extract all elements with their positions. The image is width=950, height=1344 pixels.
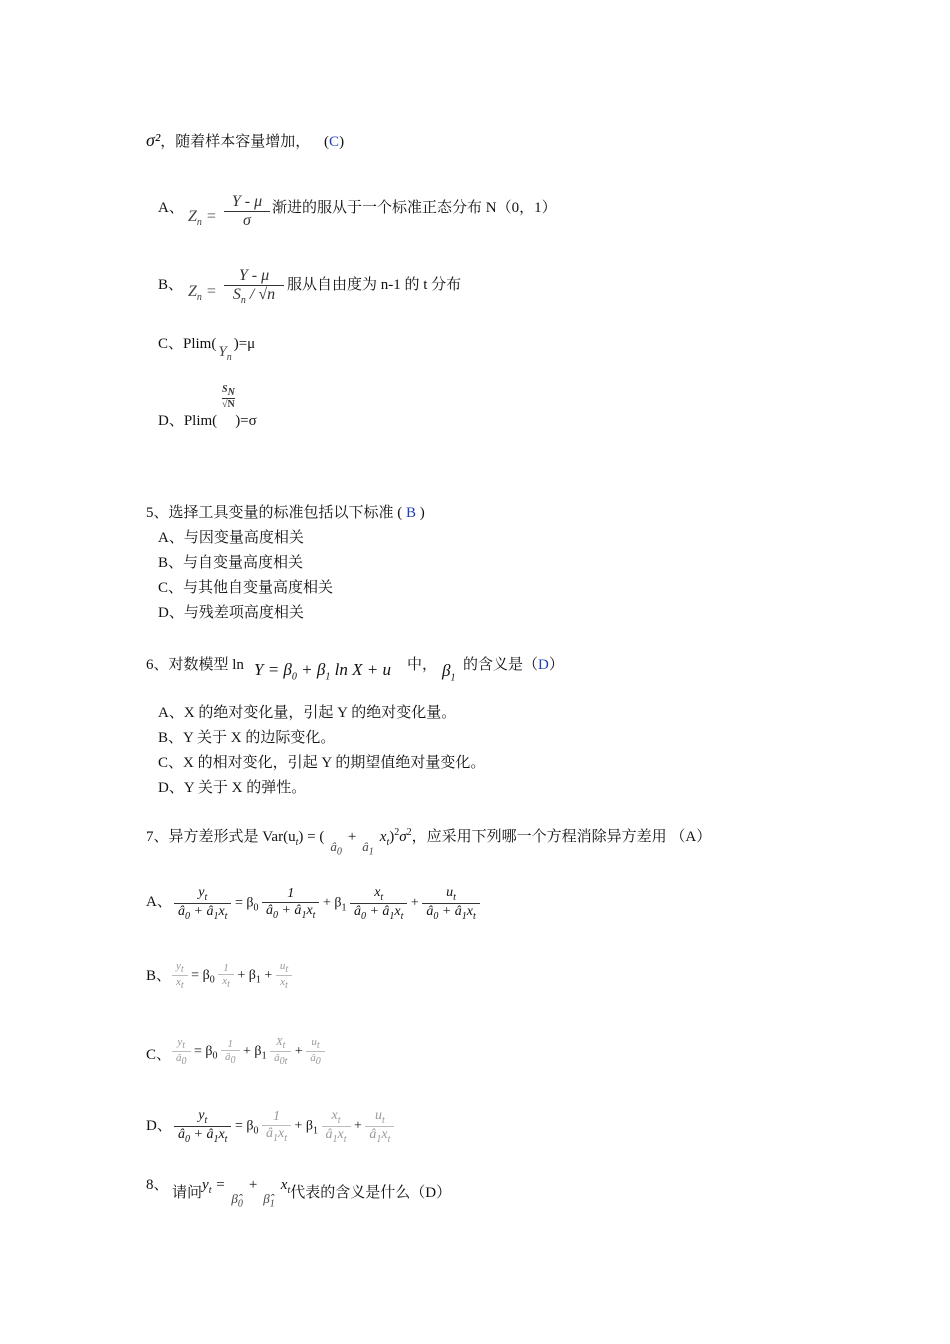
q5-option-a: A、与因变量高度相关 [158, 530, 304, 546]
q7-option-d-label: D、 [146, 1118, 172, 1134]
q4-paren-open: ( [324, 134, 330, 150]
sigma-squared: σ² [146, 130, 161, 150]
q7-option-b-equation: $\frac{y_t}{x_t}$ = $\beta_0$ $\frac{1}{x_t}$ + $\beta_1$ + $\frac{u_t}{x_t}$ [172, 960, 292, 991]
q7-option-b-label: B、 [146, 968, 172, 984]
q7-option-c-equation: $\frac{y_t}{â_0}$ = $\beta_0$ $\frac{1}{â_0}$ + $\beta_1$ $\frac{X_t}{â_{0t}}$ + $\frac{u_t}{â_0}$ [172, 1036, 325, 1067]
q6-beta1: $\beta_1$ [442, 661, 456, 684]
q7-option-a-label: A、 [146, 894, 172, 910]
q6-option-d: D、Y 关于 X 的弹性。 [158, 780, 307, 796]
q5-paren-close: ) [419, 505, 425, 521]
q4-option-b-text: 服从自由度为 n-1 的 t 分布 [287, 277, 462, 293]
q8-stem-post: 代表的含义是什么（D） [290, 1185, 452, 1201]
q4-option-d-fraction: $S_N$ √N [222, 384, 235, 410]
q5-option-c: C、与其他自变量高度相关 [158, 580, 334, 596]
q6-option-c: C、X 的相对变化，引起 Y 的期望值绝对量变化。 [158, 755, 486, 771]
q7-stem: 7、异方差形式是 $Var(u_t)$ = $(â_0+â_1x_t)^2\sigma^2$，应采用下列哪一个方程消除异方差用 （A） [146, 827, 712, 858]
q4-answer: C [329, 134, 340, 150]
q4-stem [146, 130, 344, 151]
q4-stem-text: ，随着样本容量增加， [160, 134, 311, 150]
q5-option-b: B、与自变量高度相关 [158, 555, 304, 571]
q5-stem-text: 5、选择工具变量的标准包括以下标准 ( [146, 505, 403, 521]
q4-option-c-post: )=μ [233, 336, 256, 352]
q5-stem [146, 501, 425, 522]
q4-option-c-pre: C、Plim( [158, 336, 217, 352]
q4-option-d [158, 409, 257, 430]
q4-option-d-pre: D、Plim( [158, 413, 218, 429]
q6-model-formula: $Y = \beta_0 + \beta_1$ ln X + u [254, 660, 391, 683]
q4-option-c [158, 332, 256, 363]
q4-option-c-y: $Y_n$ [218, 344, 232, 363]
q6-stem-pre: 6、对数模型 ln [146, 657, 244, 673]
q7-option-d-equation: $\frac{y_t}{â_0 + â_1x_t}$ = $\beta_0$ $\frac{1}{â_1x_t}$ + $\beta_1$ $\frac{x_t}{â_1x_t}$ + $\frac{u_t}{â_1x_t}$ [174, 1108, 394, 1145]
q6-paren-close: ） [548, 657, 564, 673]
q5-option-d: D、与残差项高度相关 [158, 605, 304, 621]
q4-option-a-fraction: Y - μ σ [224, 193, 270, 230]
q7-option-c-label: C、 [146, 1047, 172, 1063]
q7-option-a-equation: $\frac{y_t}{â_0 + â_1x_t}$ = $\beta_0$ $\frac{1}{â_0 + â_1x_t}$ + $\beta_1$ $\frac{x_t}{â_0 + â_1x_t}$ + $\frac{u_t}{â_0 + â_1x_t}$ [174, 885, 480, 922]
q6-stem-mid: 中， [407, 657, 438, 673]
q5-answer: B [406, 505, 417, 521]
q4-option-a-formula: $Z_n$ = [188, 208, 217, 229]
q4-option-a-text: 渐进的服从于一个标准正态分布 N（0，1） [272, 200, 557, 216]
q4-option-b-fraction: Y - μ $S_n / √n$ [224, 267, 284, 306]
q6-option-a: A、X 的绝对变化量，引起 Y 的绝对变化量。 [158, 705, 457, 721]
q6-answer: D [538, 657, 549, 673]
q4-paren-close: ) [339, 134, 345, 150]
q7-stem-post: ，应采用下列哪一个方程消除异方差用 （A） [411, 829, 712, 845]
q4-option-b-formula: $Z_n$ = [188, 283, 217, 304]
q4-option-d-post: )=σ [235, 413, 257, 429]
q8-stem-pre: 请问 [172, 1185, 203, 1201]
q4-option-a-label: A、 [158, 200, 184, 216]
q6-stem-post [463, 653, 564, 674]
q4-option-b-label: B、 [158, 277, 184, 293]
q6-option-b: B、Y 关于 X 的边际变化。 [158, 730, 336, 746]
q7-stem-pre: 7、异方差形式是 Var(u [146, 829, 296, 845]
q6-stem-post-text: 的含义是（ [463, 657, 539, 673]
q8-stem: 请问$y_t$ $=\betâ_0+\betâ_1x_t$代表的含义是什么（D） [172, 1177, 452, 1210]
q8-number: 8、 [146, 1177, 169, 1193]
